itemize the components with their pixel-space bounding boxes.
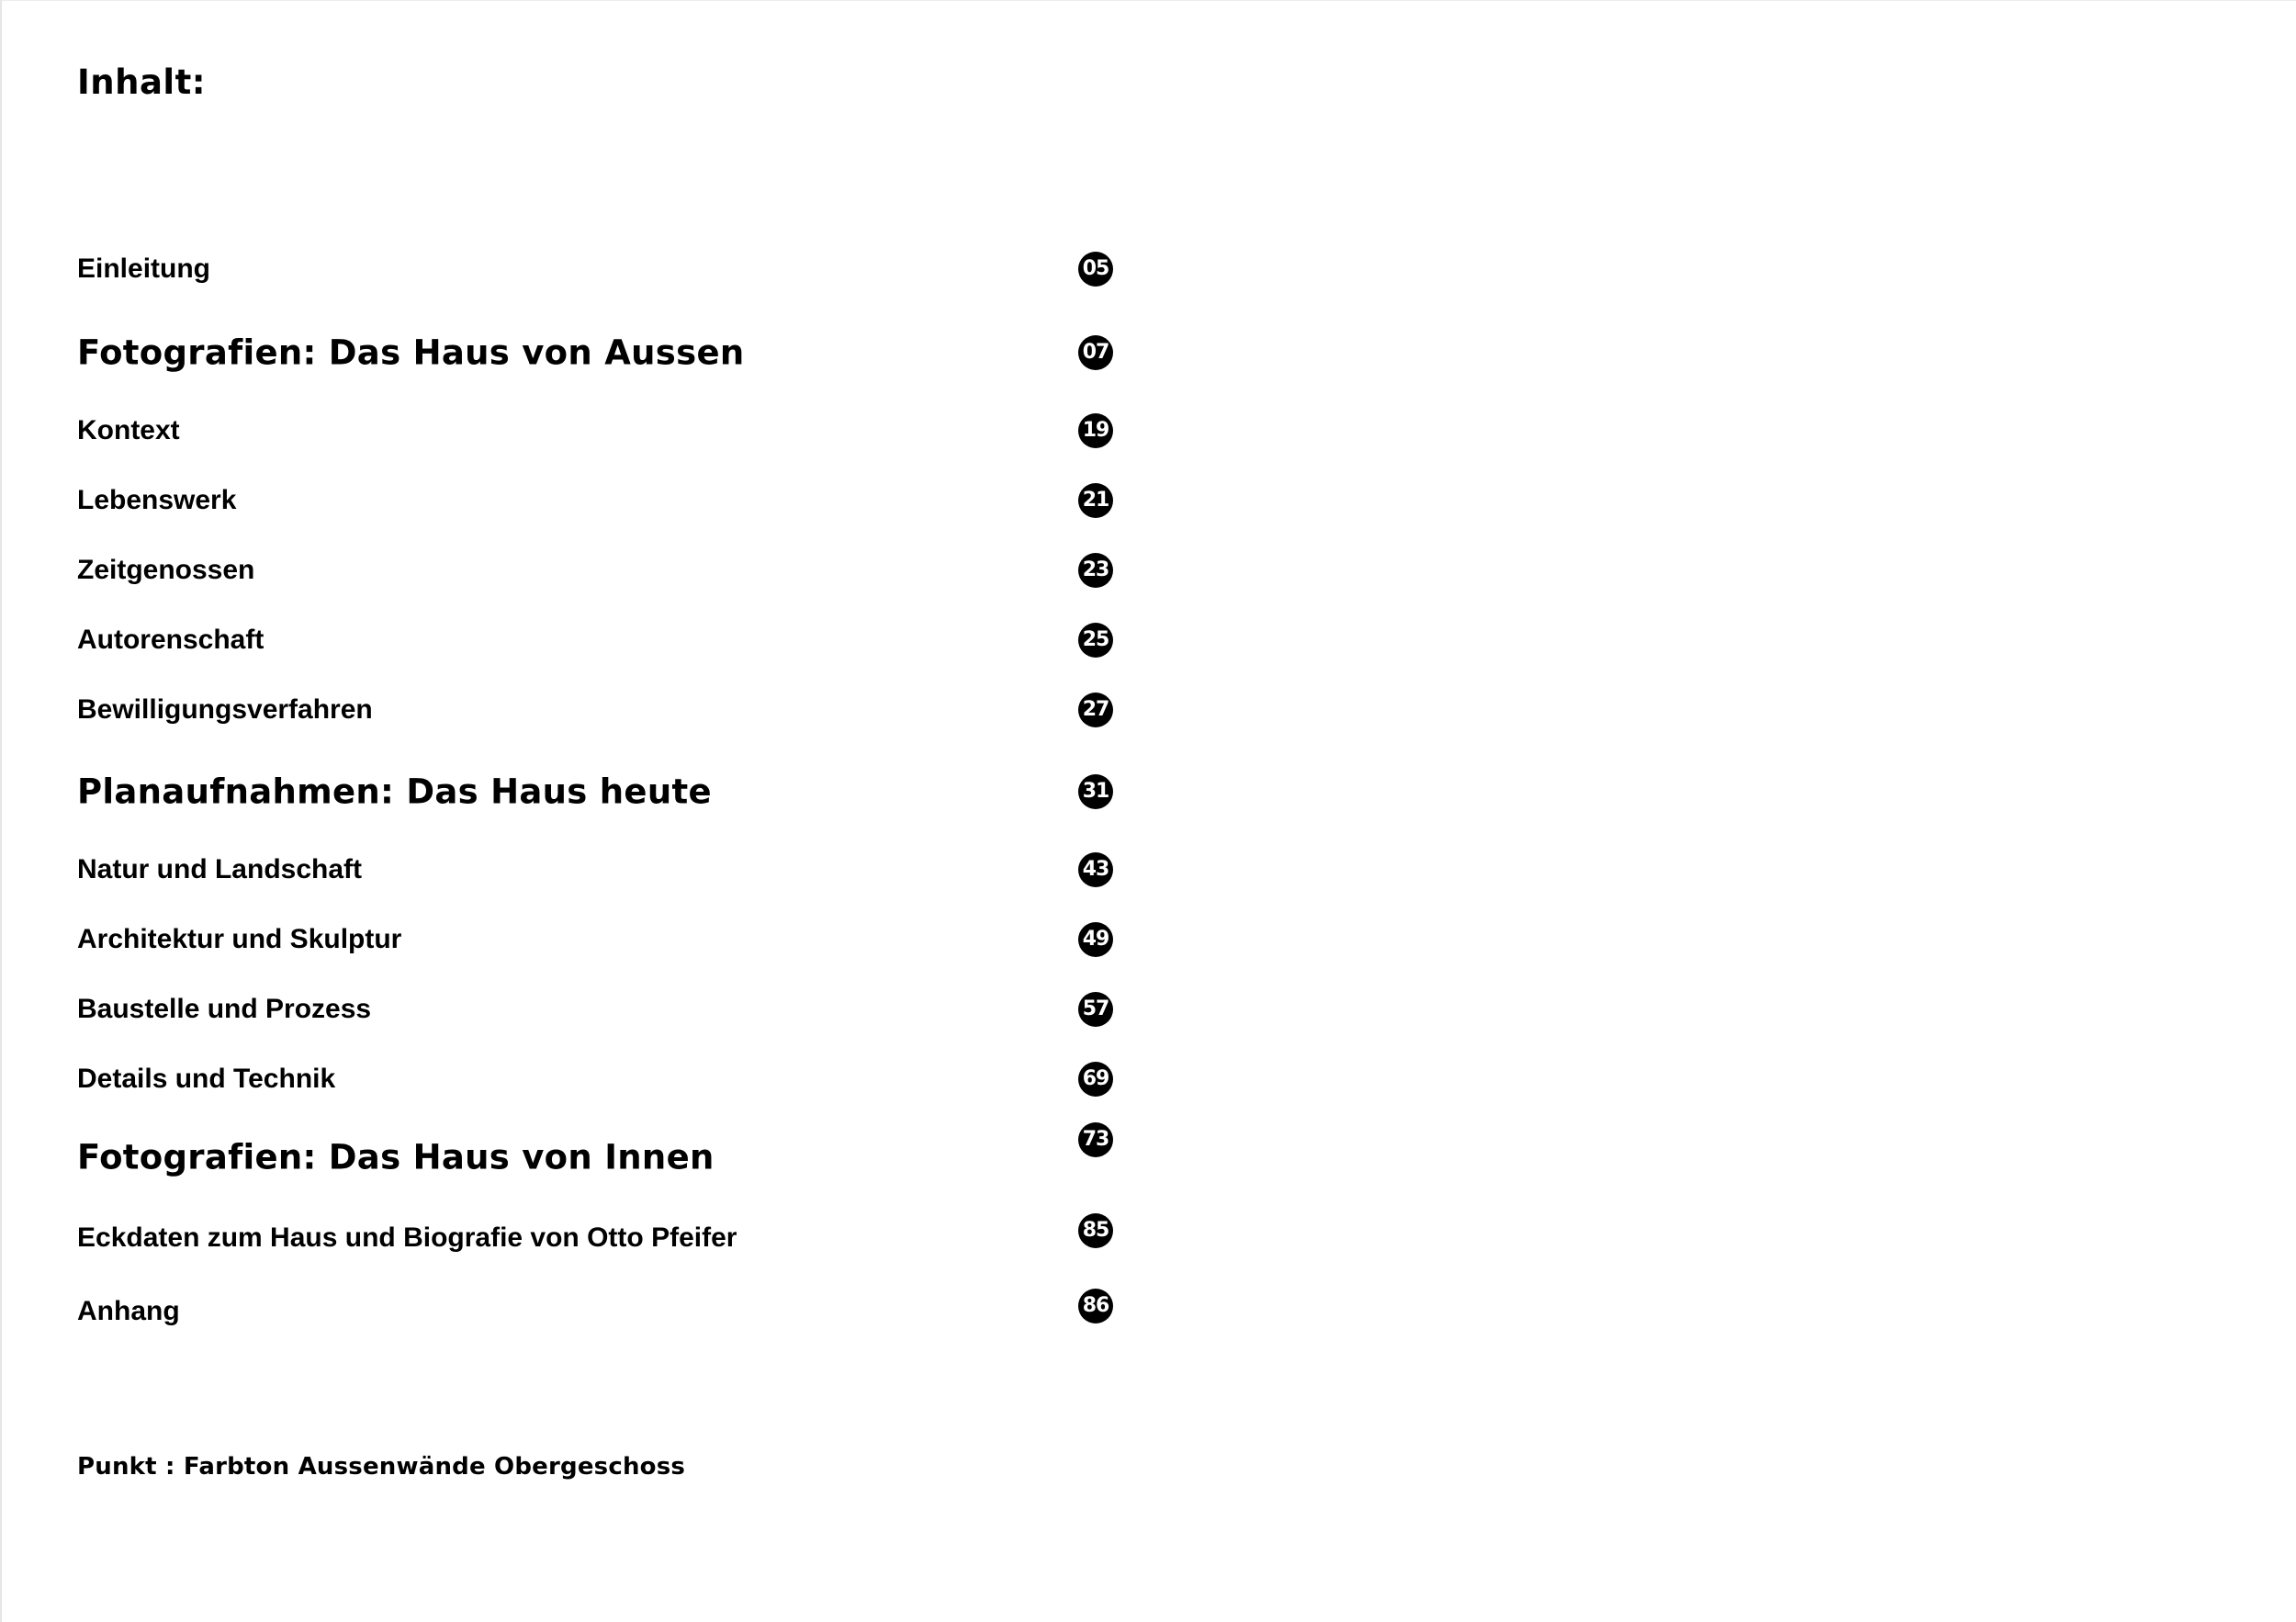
toc-entry-label: Eckdaten zum Haus und Biografie von Otto Pfeifer xyxy=(77,1222,737,1253)
toc-entry-label: Baustelle und Prozess xyxy=(77,994,372,1024)
page-number-badge: 73 xyxy=(1078,1122,1113,1157)
color-legend-note: Punkt : Farbton Aussenwände Obergeschoss xyxy=(77,1453,686,1481)
toc-section-label: Fotografien: Das Haus von Aussen xyxy=(77,332,745,373)
toc-entry-label: Details und Technik xyxy=(77,1064,336,1094)
page-number-badge: 85 xyxy=(1078,1213,1113,1248)
page-number-badge: 86 xyxy=(1078,1289,1113,1324)
page-number-badge: 31 xyxy=(1078,774,1113,809)
toc-entry-label: Einleitung xyxy=(77,253,210,284)
toc-entry-label: Architektur und Skulptur xyxy=(77,924,402,954)
page-number-badge: 43 xyxy=(1078,852,1113,887)
toc-entry-label: Anhang xyxy=(77,1296,180,1326)
page-number-badge: 21 xyxy=(1078,483,1113,518)
toc-entry-label: Zeitgenossen xyxy=(77,555,255,585)
toc-entry-label: Bewilligungsverfahren xyxy=(77,694,373,725)
toc-entry-label: Autorenschaft xyxy=(77,625,264,655)
page-number-badge: 57 xyxy=(1078,992,1113,1027)
page-number-badge: 23 xyxy=(1078,553,1113,588)
toc-entry-label: Lebenswerk xyxy=(77,485,237,515)
toc-entry-label: Natur und Landschaft xyxy=(77,854,363,884)
toc-section-label: Fotografien: Das Haus von Innen xyxy=(77,1137,715,1177)
page-number-badge: 19 xyxy=(1078,413,1113,448)
page-number-badge: 49 xyxy=(1078,922,1113,957)
toc-section-label: Planaufnahmen: Das Haus heute xyxy=(77,772,712,812)
toc-entry-label: Kontext xyxy=(77,415,180,445)
page-number-badge: 27 xyxy=(1078,693,1113,727)
page-number-badge: 69 xyxy=(1078,1062,1113,1097)
page-number-badge: 05 xyxy=(1078,252,1113,287)
page-number-badge: 25 xyxy=(1078,623,1113,658)
page-number-badge: 07 xyxy=(1078,335,1113,370)
page-title: Inhalt: xyxy=(77,62,207,102)
